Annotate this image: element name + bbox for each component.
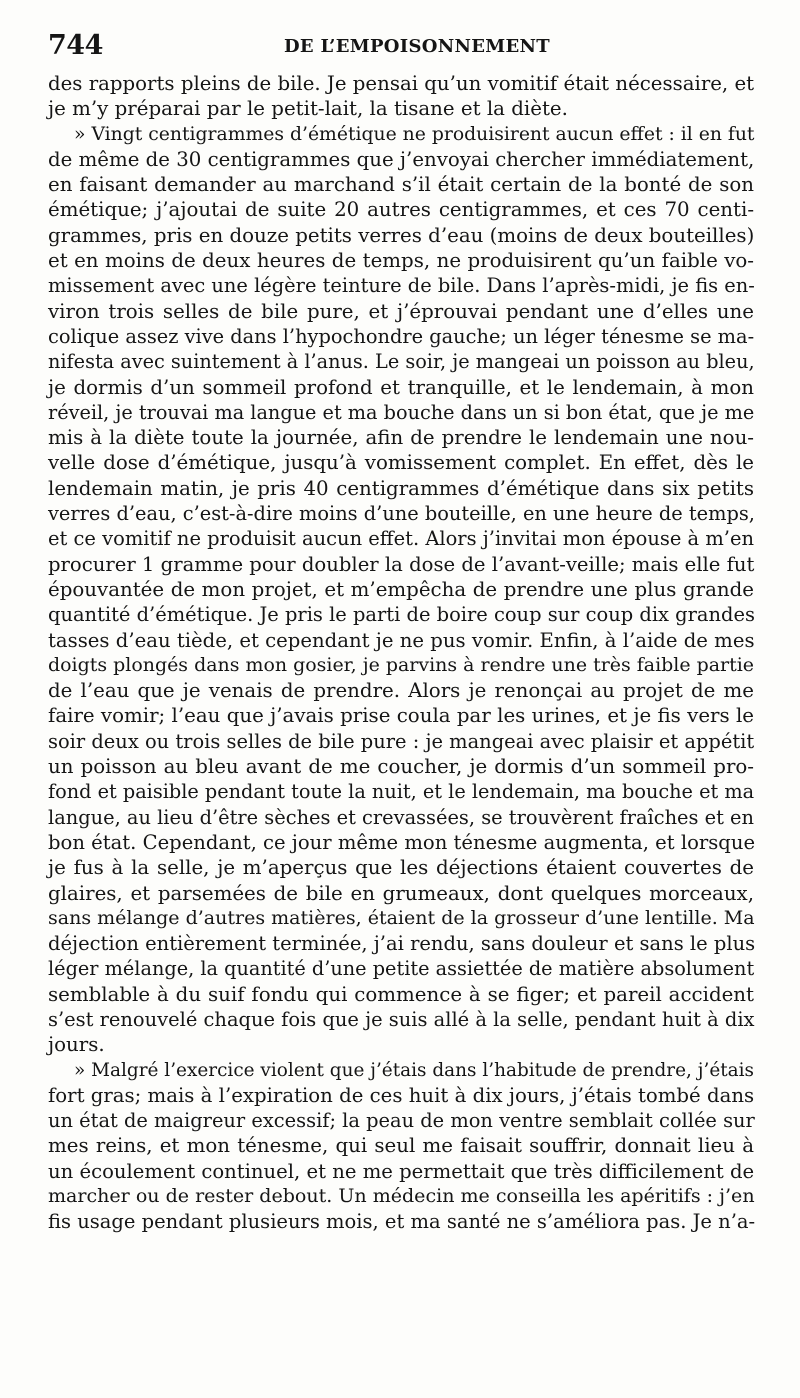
text-line: je fus à la selle, je m’aperçus que les déjections étaient couvertes de bbox=[48, 856, 754, 880]
text-line: sans mélange d’autres matières, étaient de la grosseur d’une lentille. Ma bbox=[48, 906, 755, 929]
text-line: grammes, pris en douze petits verres d’eau (moins de deux bouteilles) bbox=[48, 223, 755, 247]
text-line: semblable à du suif fondu qui commence à se figer; et pareil accident bbox=[48, 982, 754, 1006]
text-line: épouvantée de mon projet, et m’empêcha de prendre une plus grande bbox=[48, 577, 754, 601]
text-line: marcher ou de rester debout. Un médecin me conseilla les apéritifs : j’en bbox=[48, 1185, 755, 1208]
text-line: mis à la diète toute la journée, afin de prendre le lendemain une nou- bbox=[48, 426, 754, 450]
text-line: de même de 30 centigrammes que j’envoyai chercher immédiatement, bbox=[48, 147, 755, 171]
text-line: faire vomir; l’eau que j’avais prise coula par les urines, et je fis vers le bbox=[48, 704, 754, 728]
text-line: » Malgré l’exercice violent que j’étais dans l’habitude de prendre, j’étais bbox=[74, 1059, 754, 1081]
running-title: DE L’EMPOISONNEMENT bbox=[284, 36, 550, 57]
text-line: langue, au lieu d’être sèches et crevassées, se trouvèrent fraîches et en bbox=[48, 805, 754, 829]
text-line: glaires, et parsemées de bile en grumeaux, dont quelques morceaux, bbox=[48, 881, 754, 905]
text-line: tasses d’eau tiède, et cependant je ne pus vomir. Enfin, à l’aide de mes bbox=[48, 628, 755, 652]
text-line: léger mélange, la quantité d’une petite assiettée de matière absolument bbox=[48, 957, 755, 981]
text-line: et en moins de deux heures de temps, ne produisirent qu’un faible vo- bbox=[48, 249, 754, 273]
text-line: doigts plongés dans mon gosier, je parvins à rendre une très faible partie bbox=[48, 653, 754, 676]
text-line: nifesta avec suintement à l’anus. Le soir, je mangeai un poisson au bleu, bbox=[48, 350, 755, 374]
text-line: fort gras; mais à l’expiration de ces huit à dix jours, j’étais tombé dans bbox=[48, 1083, 755, 1107]
text-line: un poisson au bleu avant de me coucher, je dormis d’un sommeil pro- bbox=[48, 755, 754, 779]
text-line: fis usage pendant plusieurs mois, et ma santé ne s’améliora pas. Je n’a- bbox=[48, 1210, 756, 1234]
text-line: et ce vomitif ne produisit aucun effet. Alors j’invitai mon épouse à m’en bbox=[48, 527, 754, 551]
page-header bbox=[44, 30, 756, 64]
text-line: je m’y préparai par le petit-lait, la tisane et la diète. bbox=[48, 97, 568, 121]
text-line: missement avec une légère teinture de bile. Dans l’après-midi, je fis en- bbox=[48, 274, 755, 298]
body-text bbox=[48, 71, 754, 1235]
text-line: » Vingt centigrammes d’émétique ne produisirent aucun effet : il en fut bbox=[74, 123, 755, 145]
text-line: viron trois selles de bile pure, et j’éprouvai pendant une d’elles une bbox=[48, 299, 754, 323]
text-line: verres d’eau, c’est-à-dire moins d’une bouteille, en une heure de temps, bbox=[48, 502, 755, 526]
text-line: lendemain matin, je pris 40 centigrammes d’émétique dans six petits bbox=[48, 476, 754, 500]
text-line: procurer 1 gramme pour doubler la dose de l’avant-veille; mais elle fut bbox=[48, 552, 755, 576]
text-line: velle dose d’émétique, jusqu’à vomissement complet. En effet, dès le bbox=[48, 451, 754, 475]
text-line: émétique; j’ajoutai de suite 20 autres centigrammes, et ces 70 centi- bbox=[48, 198, 754, 222]
text-line: colique assez vive dans l’hypochondre gauche; un léger ténesme se ma- bbox=[48, 324, 755, 348]
text-line: un état de maigreur excessif; la peau de mon ventre semblait collée sur bbox=[48, 1109, 755, 1133]
text-line: s’est renouvelé chaque fois que je suis allé à la selle, pendant huit à dix bbox=[48, 1007, 755, 1031]
text-line: je dormis d’un sommeil profond et tranquille, et le lendemain, à mon bbox=[48, 375, 754, 399]
page-number: 744 bbox=[48, 30, 103, 61]
text-line: déjection entièrement terminée, j’ai rendu, sans douleur et sans le plus bbox=[48, 932, 756, 956]
text-line: des rapports pleins de bile. Je pensai qu’un vomitif était nécessaire, et bbox=[48, 72, 755, 95]
text-line: mes reins, et mon ténesme, qui seul me faisait souffrir, donnait lieu à bbox=[48, 1134, 754, 1158]
text-line: en faisant demander au marchand s’il était certain de la bonté de son bbox=[48, 173, 754, 197]
text-line: de l’eau que je venais de prendre. Alors je renonçai au projet de me bbox=[48, 679, 754, 703]
text-line: fond et paisible pendant toute la nuit, et le lendemain, ma bouche et ma bbox=[48, 780, 755, 804]
text-line: quantité d’émétique. Je pris le parti de boire coup sur coup dix grandes bbox=[48, 603, 755, 627]
text-line: jours. bbox=[48, 1033, 105, 1057]
text-line: un écoulement continuel, et ne me permettait que très difficilement de bbox=[48, 1159, 755, 1183]
text-line: réveil, je trouvai ma langue et ma bouche dans un si bon état, que je me bbox=[48, 400, 755, 424]
text-line: soir deux ou trois selles de bile pure : je mangeai avec plaisir et appétit bbox=[48, 729, 755, 753]
text-line: bon état. Cependant, ce jour même mon ténesme augmenta, et lorsque bbox=[48, 830, 756, 854]
